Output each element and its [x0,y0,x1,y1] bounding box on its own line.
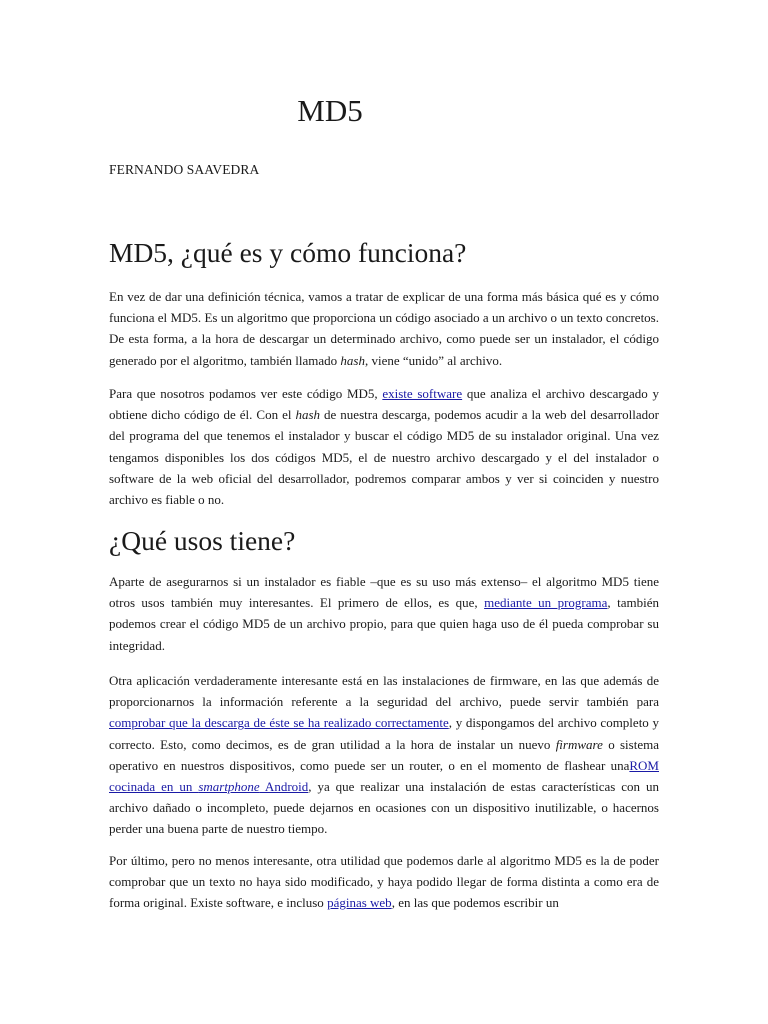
paragraph-definition [109,286,659,371]
link-comprobar-descarga[interactable]: comprobar que la descarga de éste se ha realizado correctamente [109,715,449,731]
paragraph-text: Aparte de asegurarnos si un instalador es fiable –que es su uso más extenso– el algoritmo MD5 tiene otros usos también muy interesantes. El primero de ellos, es que, [109,574,659,611]
link-text: ROM cocinada en un [109,757,659,795]
paragraph-text: Otra aplicación verdaderamente interesante está en las instalaciones de firmware, en las que además de proporcionarnos la información referente a la seguridad del archivo, puede servir también para [109,673,659,710]
link-mediante-programa[interactable]: mediante un programa [484,595,608,611]
paragraph-verification [109,383,659,510]
paragraph-text: de nuestra descarga, podemos acudir a la web del desarrollador del programa del que tenemos el instalador y buscar el código MD5 de su instalador original. Una vez tengamos disponibles los dos códigos MD5, el de nuestro archivo descargado y el del instalador o software de la web oficial del desarrollador, podremos comparar ambos y ver si coinciden y nuestro archivo es fiable o no. [109,407,659,508]
paragraph-text: que analiza el archivo descargado y obtiene dicho código de él. Con el [109,386,659,423]
author-name: FERNANDO SAAVEDRA [109,162,260,177]
paragraph-text: o sistema operativo en nuestros dispositivos, como puede ser un router, o en el momento de flashear una [109,736,659,773]
emphasis-smartphone: smartphone [198,779,260,795]
paragraph-text: Para que nosotros podamos ver este código MD5, [109,386,383,401]
paragraph-uses [109,571,659,656]
document-title: MD5 [297,93,363,128]
paragraph-text: , ya que realizar una instalación de estas características con un archivo dañado o incompleto, puede dejarnos en ocasiones con un dispositivo inutilizable, o hacernos perder una buena parte de nuestro tiempo. [109,779,659,837]
link-paginas-web[interactable]: páginas web [327,895,392,911]
link-existe-software[interactable]: existe software [382,386,463,401]
paragraph-text: , en las que podemos escribir un [391,895,559,911]
emphasis-firmware: firmware [555,736,603,752]
link-text: Android [259,779,309,795]
emphasis-hash: hash [295,407,321,423]
paragraph-text: En vez de dar una definición técnica, vamos a tratar de explicar de una forma más básica qué es y cómo funciona el MD5. Es un algoritmo que proporciona un código asociado a un archivo o un texto concretos. De esta forma, a la hora de descargar un determinado archivo, como puede ser un instalador, el código generado por el algoritmo, también llamado [109,289,659,368]
paragraph-text-integrity [109,850,659,914]
section-heading-what-is: MD5, ¿qué es y cómo funciona? [109,237,467,268]
paragraph-text: , y dispongamos del archivo completo y correcto. Esto, como decimos, es de gran utilidad a la hora de instalar un nuevo [109,715,659,752]
emphasis-hash: hash [340,352,365,368]
paragraph-text: , también podemos crear el código MD5 de un archivo propio, para que quien haga uso de él pueda comprobar su integridad. [109,595,659,653]
paragraph-firmware [109,670,659,840]
paragraph-text: Por último, pero no menos interesante, otra utilidad que podemos darle al algoritmo MD5 es la de poder comprobar que un texto no haya sido modificado, y haya podido llegar de forma distinta a como era de forma original. Existe software, e incluso [109,853,659,911]
paragraph-text: , viene “unido” al archivo. [364,352,503,368]
section-heading-uses: ¿Qué usos tiene? [109,525,296,556]
